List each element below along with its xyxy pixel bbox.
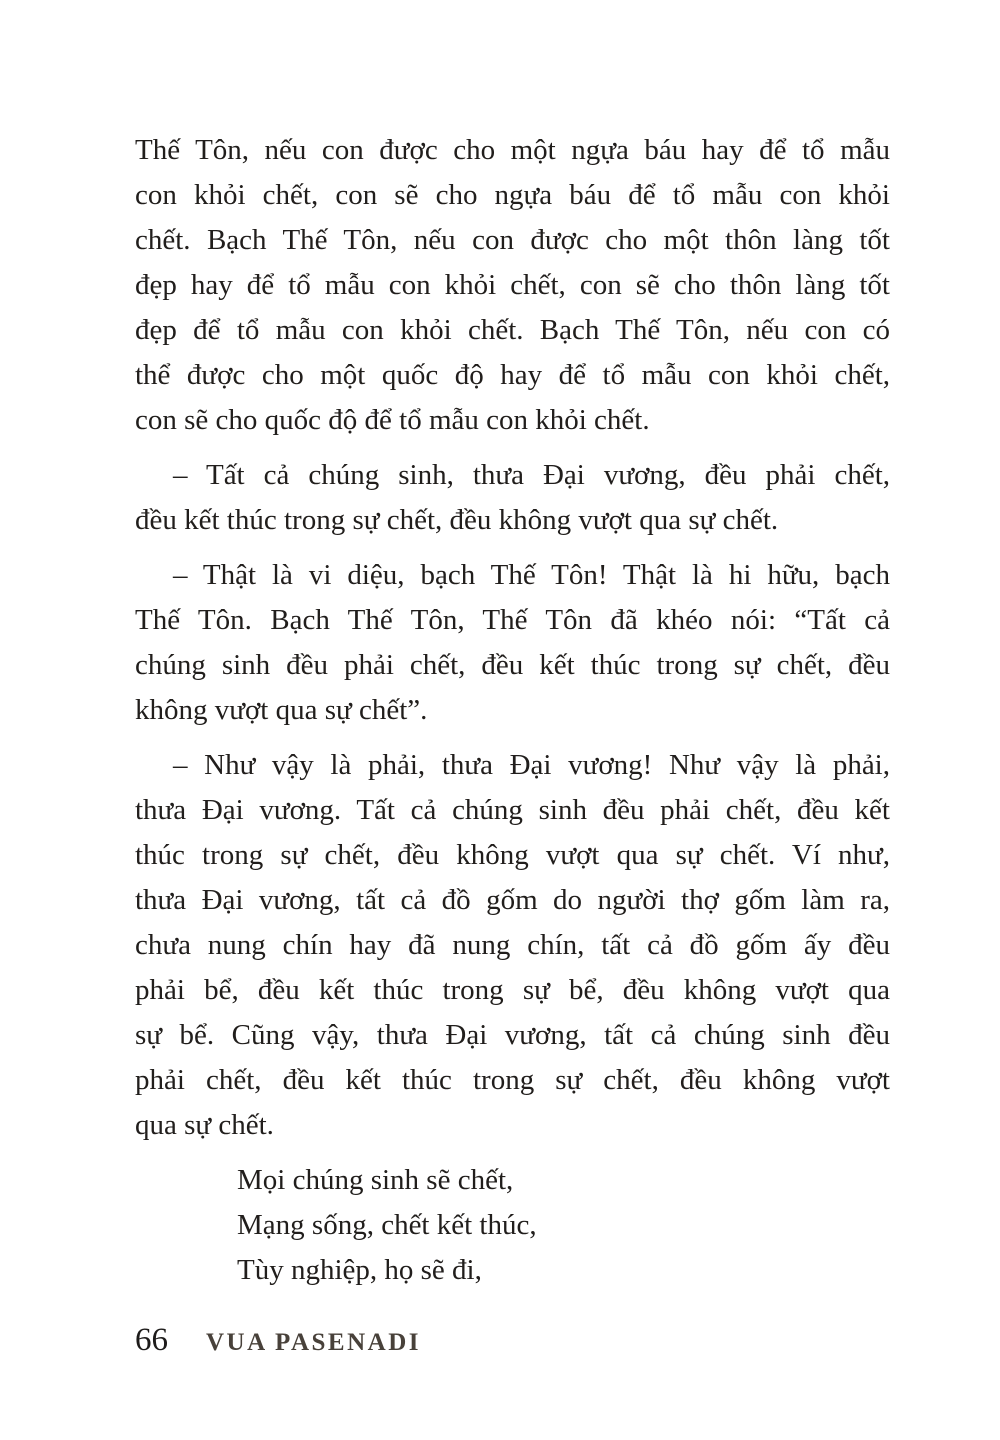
text-line: đẹp để tổ mẫu con khỏi chết. Bạch Thế Tôn, nếu con có xyxy=(135,314,890,346)
text-line: chết. Bạch Thế Tôn, nếu con được cho một thôn làng tốt xyxy=(135,224,890,256)
body-text xyxy=(135,128,890,1293)
text-line: thể được cho một quốc độ hay để tổ mẫu con khỏi chết, xyxy=(135,359,890,391)
text-line: chúng sinh đều phải chết, đều kết thúc trong sự chết, đều xyxy=(135,649,890,681)
text-line: phải bể, đều kết thúc trong sự bể, đều không vượt qua xyxy=(135,974,890,1006)
text-line: sự bể. Cũng vậy, thưa Đại vương, tất cả chúng sinh đều xyxy=(135,1019,890,1051)
text-line: chưa nung chín hay đã nung chín, tất cả đồ gốm ấy đều xyxy=(135,929,890,961)
paragraph xyxy=(135,553,890,733)
text-line: con khỏi chết, con sẽ cho ngựa báu để tổ mẫu con khỏi xyxy=(135,179,890,211)
verse-line: Tùy nghiệp, họ sẽ đi, xyxy=(237,1254,482,1286)
verse-line: Mạng sống, chết kết thúc, xyxy=(237,1209,537,1241)
text-line: không vượt qua sự chết”. xyxy=(135,694,428,726)
paragraph xyxy=(135,743,890,1148)
running-title: VUA PASENADI xyxy=(206,1329,421,1356)
page-footer xyxy=(135,1322,421,1359)
text-line: – Thật là vi diệu, bạch Thế Tôn! Thật là hi hữu, bạch xyxy=(173,559,890,591)
text-line: con sẽ cho quốc độ để tổ mẫu con khỏi chết. xyxy=(135,404,650,436)
text-line: Thế Tôn. Bạch Thế Tôn, Thế Tôn đã khéo nói: “Tất cả xyxy=(135,604,890,636)
text-line: Thế Tôn, nếu con được cho một ngựa báu hay để tổ mẫu xyxy=(135,134,890,166)
verse-line: Mọi chúng sinh sẽ chết, xyxy=(237,1164,514,1196)
text-line: thưa Đại vương, tất cả đồ gốm do người thợ gốm làm ra, xyxy=(135,884,890,916)
text-line: – Như vậy là phải, thưa Đại vương! Như vậy là phải, xyxy=(173,749,890,781)
text-line: thưa Đại vương. Tất cả chúng sinh đều phải chết, đều kết xyxy=(135,794,890,826)
paragraph xyxy=(135,128,890,443)
text-line: thúc trong sự chết, đều không vượt qua sự chết. Ví như, xyxy=(135,839,890,871)
paragraph xyxy=(135,453,890,543)
text-line: qua sự chết. xyxy=(135,1109,274,1141)
text-line: – Tất cả chúng sinh, thưa Đại vương, đều phải chết, xyxy=(173,459,890,491)
text-line: đẹp hay để tổ mẫu con khỏi chết, con sẽ cho thôn làng tốt xyxy=(135,269,890,301)
verse xyxy=(237,1158,890,1293)
text-line: phải chết, đều kết thúc trong sự chết, đều không vượt xyxy=(135,1064,890,1096)
text-line: đều kết thúc trong sự chết, đều không vượt qua sự chết. xyxy=(135,504,779,536)
page-number: 66 xyxy=(135,1322,168,1358)
